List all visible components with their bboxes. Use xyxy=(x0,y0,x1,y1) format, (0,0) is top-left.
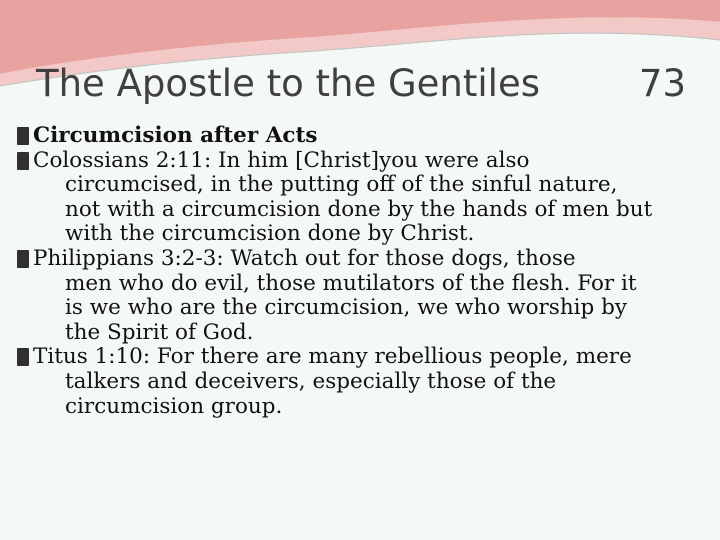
slide-header xyxy=(36,62,686,112)
bullet-continuation: talkers and deceivers, especially those of the xyxy=(65,368,557,394)
square-bullet-icon xyxy=(17,348,29,366)
bullet-item-colossians xyxy=(17,149,697,247)
square-bullet-icon xyxy=(17,127,29,145)
bullet-continuation: circumcised, in the putting off of the sinful nature, xyxy=(65,172,618,198)
bullet-text: Philippians 3:2-3: Watch out for those dogs, those xyxy=(33,245,576,271)
bullet-continuation: is we who are the circumcision, we who worship by xyxy=(65,295,628,321)
bullet-continuation: with the circumcision done by Christ. xyxy=(65,221,475,247)
bullet-heading xyxy=(17,124,697,149)
bullet-continuation: men who do evil, those mutilators of the flesh. For it xyxy=(65,270,637,296)
bullet-continuation: not with a circumcision done by the hands of men but xyxy=(65,196,653,222)
bullet-text: Colossians 2:11: In him [Christ]you were also xyxy=(33,147,530,173)
slide-title: The Apostle to the Gentiles xyxy=(36,62,540,105)
bullet-item-titus xyxy=(17,345,697,419)
bullet-item-philippians xyxy=(17,247,697,345)
bullet-continuation: circumcision group. xyxy=(65,393,283,419)
square-bullet-icon xyxy=(17,152,29,170)
slide-number: 73 xyxy=(638,62,686,105)
square-bullet-icon xyxy=(17,250,29,268)
bullet-text: Circumcision after Acts xyxy=(33,123,318,148)
bullet-continuation: the Spirit of God. xyxy=(65,319,254,345)
slide-body xyxy=(17,124,697,419)
bullet-text: Titus 1:10: For there are many rebellious people, mere xyxy=(33,344,632,370)
